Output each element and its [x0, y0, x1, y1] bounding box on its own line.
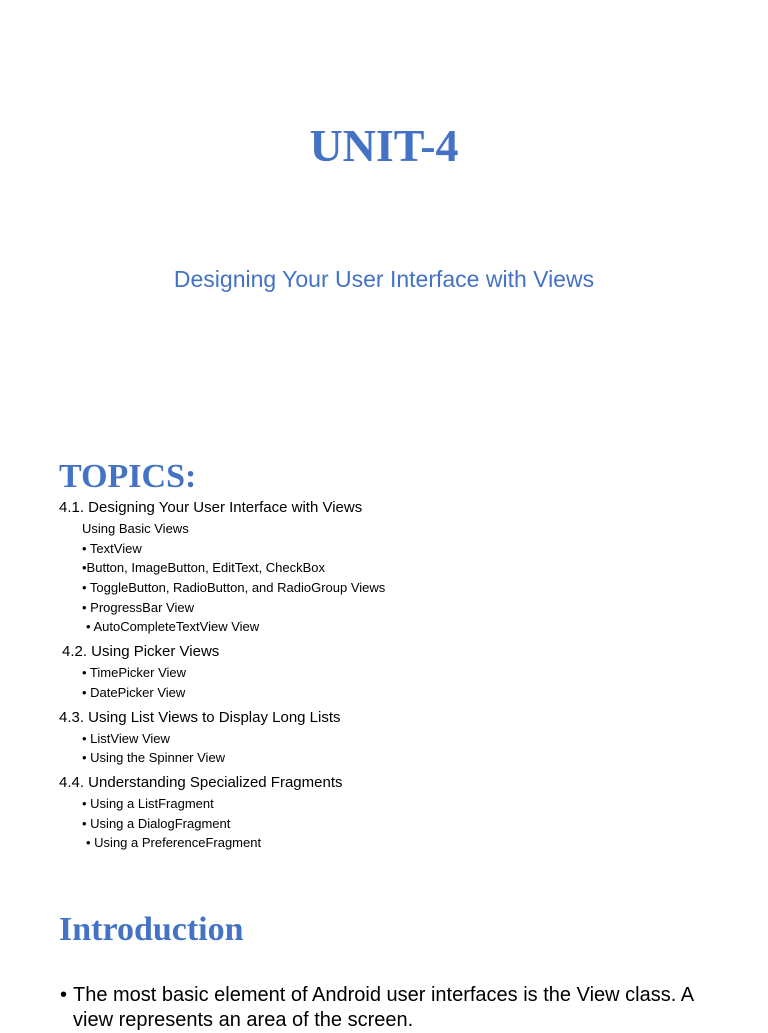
topic-item: • Using a PreferenceFragment — [86, 835, 262, 850]
unit-title: UNIT-4 — [309, 120, 459, 171]
topic-item: • Using the Spinner View — [82, 750, 226, 765]
topic-item: • Using a DialogFragment — [82, 816, 231, 831]
topic-item: • ProgressBar View — [82, 600, 194, 615]
topic-section-heading: 4.3. Using List Views to Display Long Lists — [59, 709, 341, 726]
introduction-paragraph — [60, 983, 720, 1033]
topic-item: • AutoCompleteTextView View — [86, 619, 260, 634]
topics-heading: TOPICS: — [59, 458, 197, 495]
topic-section-heading: 4.4. Understanding Specialized Fragments — [59, 774, 343, 791]
topic-item: • DatePicker View — [82, 685, 186, 700]
topic-item: • TextView — [82, 541, 142, 556]
introduction-text: The most basic element of Android user interfaces is the View class. A view represents an area of the screen. — [73, 984, 693, 1031]
topic-item: • Using a ListFragment — [82, 796, 214, 811]
topic-item: • ListView View — [82, 731, 170, 746]
topic-item: •Button, ImageButton, EditText, CheckBox — [82, 560, 326, 575]
unit-subtitle: Designing Your User Interface with Views — [173, 266, 595, 292]
topic-item: • ToggleButton, RadioButton, and RadioGroup Views — [82, 580, 386, 595]
introduction-heading: Introduction — [59, 911, 244, 948]
topic-section-heading: 4.1. Designing Your User Interface with Views — [59, 499, 363, 516]
bullet-point: • — [60, 984, 68, 1006]
topic-section-heading: 4.2. Using Picker Views — [62, 643, 220, 660]
topic-subheading: Using Basic Views — [82, 521, 189, 536]
topic-item: • TimePicker View — [82, 665, 187, 680]
